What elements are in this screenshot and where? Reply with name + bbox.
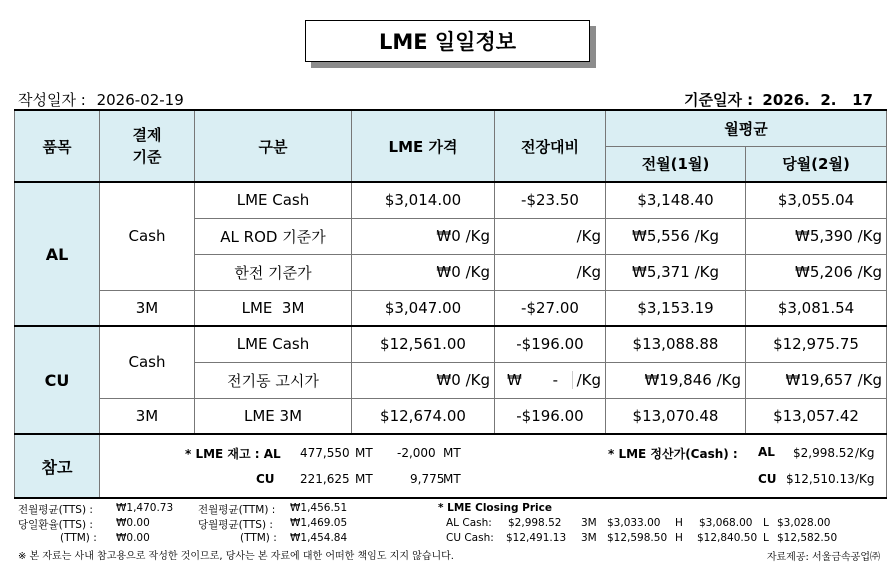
cu-cash-label: CU Cash:	[446, 532, 494, 544]
prev-unit: /Kg	[716, 371, 741, 389]
al-h-label: H	[675, 517, 683, 529]
prev-avg-cell	[606, 218, 746, 254]
price-cell: $12,674.00	[352, 398, 495, 434]
group-cu: CU	[15, 326, 100, 434]
footer-today-ttm-label: (TTM) :	[60, 532, 97, 544]
al-3m-value: $3,033.00	[607, 517, 661, 529]
base-label: 기준일자 :	[684, 91, 754, 109]
footer-cur-tts-label: 당월평균(TTS) :	[198, 519, 273, 531]
cur-unit: /Kg	[857, 227, 883, 245]
footer-prev-ttm-value: ₩1,456.51	[290, 502, 348, 514]
cu-stock-unit: MT	[355, 472, 373, 486]
prev-avg-cell	[606, 362, 746, 398]
cu-l-label: L	[763, 532, 769, 544]
cu-3m-label: 3M	[581, 532, 597, 544]
footer-prev-tts-value: ₩1,470.73	[116, 502, 174, 514]
price-won: ₩0	[436, 263, 461, 281]
al-l-label: L	[763, 517, 769, 529]
change-cell: -$196.00	[495, 326, 606, 362]
price-cell	[352, 362, 495, 398]
change-cell	[495, 218, 606, 254]
cu-stock-change: 9,775	[410, 472, 445, 486]
price-cell: $3,047.00	[352, 290, 495, 326]
created-label: 작성일자 :	[18, 91, 86, 109]
footer	[18, 502, 888, 582]
cu-l-value: $12,582.50	[777, 532, 838, 544]
prev-unit: /Kg	[694, 227, 719, 245]
base-date	[684, 89, 873, 110]
change-cell: -$196.00	[495, 398, 606, 434]
cu-stock-label: CU	[256, 472, 275, 486]
al-stock: 477,550	[300, 446, 350, 460]
cur-avg-cell: $3,081.54	[746, 290, 887, 326]
cur-unit: /Kg	[857, 371, 883, 389]
footer-cur-tts-value: ₩1,469.05	[290, 517, 348, 529]
prev-avg-cell: $13,070.48	[606, 398, 746, 434]
reference-cell	[100, 434, 887, 498]
table-row	[15, 182, 887, 218]
page-title: LME 일일정보	[305, 20, 590, 62]
lme-table	[14, 109, 887, 499]
change-cell: -$23.50	[495, 182, 606, 218]
cur-avg-cell: $13,057.42	[746, 398, 887, 434]
prev-avg-cell: $13,088.88	[606, 326, 746, 362]
cur-avg-cell: $3,055.04	[746, 182, 887, 218]
change-cell	[495, 254, 606, 290]
closing-title: * LME Closing Price	[438, 502, 552, 514]
prev-avg-cell: $3,153.19	[606, 290, 746, 326]
cur-won: ₩19,657	[785, 371, 853, 389]
settle-al-price: $2,998.52	[793, 446, 855, 460]
settle-cell: 3M	[100, 290, 195, 326]
footer-cur-ttm-value: ₩1,454.84	[290, 532, 348, 544]
al-3m-label: 3M	[581, 517, 597, 529]
footer-today-ttm-value: ₩0.00	[116, 532, 150, 544]
settle-cell: 3M	[100, 398, 195, 434]
cur-unit: /Kg	[857, 263, 883, 281]
group-al: AL	[15, 182, 100, 326]
price-cell	[352, 254, 495, 290]
al-h-value: $3,068.00	[699, 517, 753, 529]
price-unit: /Kg	[465, 263, 490, 281]
cu-cash-value: $12,491.13	[506, 532, 567, 544]
header-monthly-avg: 월평균	[606, 110, 887, 146]
cu-h-label: H	[675, 532, 683, 544]
base-value: 2026. 2. 17	[762, 91, 873, 109]
category-cell: LME Cash	[195, 182, 352, 218]
prev-won: ₩5,371	[632, 263, 690, 281]
al-l-value: $3,028.00	[777, 517, 831, 529]
settle-label: * LME 정산가(Cash) :	[608, 447, 738, 461]
al-cash-value: $2,998.52	[508, 517, 562, 529]
category-cell: 한전 기준가	[195, 254, 352, 290]
created-value: 2026-02-19	[96, 91, 184, 109]
header-change: 전장대비	[495, 110, 606, 182]
al-change-unit: MT	[443, 446, 461, 460]
header-this-month: 당월(2월)	[746, 146, 887, 182]
prev-avg-cell: $3,148.40	[606, 182, 746, 218]
footer-today-tts-label: 당일환율(TTS) :	[18, 519, 93, 531]
change-cell: -$27.00	[495, 290, 606, 326]
change-unit: /Kg	[576, 263, 601, 281]
table-row	[15, 398, 887, 434]
footer-today-tts-value: ₩0.00	[116, 517, 150, 529]
header-category: 구분	[195, 110, 352, 182]
al-cash-label: AL Cash:	[446, 517, 492, 529]
prev-unit: /Kg	[694, 263, 719, 281]
group-ref: 참고	[15, 434, 100, 498]
cu-stock: 221,625	[300, 472, 350, 486]
change-dash: -	[552, 371, 559, 389]
prev-avg-cell	[606, 254, 746, 290]
price-cell: $3,014.00	[352, 182, 495, 218]
source-credit: 자료제공: 서울금속공업㈜	[766, 552, 880, 563]
al-stock-unit: MT	[355, 446, 373, 460]
stock-label: * LME 재고 : AL	[185, 447, 281, 461]
header-settle: 결제 기준	[100, 110, 195, 182]
footer-prev-tts-label: 전월평균(TTS) :	[18, 504, 93, 516]
price-won: ₩0	[436, 371, 461, 389]
category-cell: LME 3M	[195, 290, 352, 326]
cu-change-unit: MT	[443, 472, 461, 486]
footer-cur-ttm-label: (TTM) :	[240, 532, 277, 544]
change-won: ₩	[507, 371, 522, 389]
disclaimer: ※ 본 자료는 사내 참고용으로 작성한 것이므로, 당사는 본 자료에 대한 어떠한 책임도 지지 않습니다.	[18, 551, 454, 562]
settle-cu-label: CU	[758, 472, 777, 486]
cur-avg-cell: $12,975.75	[746, 326, 887, 362]
created-date	[18, 89, 184, 110]
reference-row	[15, 434, 887, 498]
settle-cell: Cash	[100, 182, 195, 290]
change-unit: /Kg	[572, 371, 601, 389]
footer-prev-ttm-label: 전월평균(TTM) :	[198, 504, 276, 516]
cur-won: ₩5,206	[795, 263, 853, 281]
change-cell	[495, 362, 606, 398]
category-cell: LME 3M	[195, 398, 352, 434]
header-price: LME 가격	[352, 110, 495, 182]
cur-avg-cell	[746, 218, 887, 254]
category-cell: LME Cash	[195, 326, 352, 362]
table-row	[15, 290, 887, 326]
category-cell: 전기동 고시가	[195, 362, 352, 398]
cu-h-value: $12,840.50	[697, 532, 758, 544]
table-row	[15, 326, 887, 362]
settle-al-unit: /Kg	[855, 446, 875, 460]
settle-cell: Cash	[100, 326, 195, 398]
settle-cu-price: $12,510.13	[786, 472, 855, 486]
price-cell: $12,561.00	[352, 326, 495, 362]
settle-cu-unit: /Kg	[855, 472, 875, 486]
price-unit: /Kg	[465, 371, 490, 389]
cur-avg-cell	[746, 362, 887, 398]
cu-3m-value: $12,598.50	[607, 532, 668, 544]
header-item: 품목	[15, 110, 100, 182]
header-prev-month: 전월(1월)	[606, 146, 746, 182]
prev-won: ₩19,846	[644, 371, 712, 389]
cur-won: ₩5,390	[795, 227, 853, 245]
category-cell: AL ROD 기준가	[195, 218, 352, 254]
change-unit: /Kg	[576, 227, 601, 245]
price-won: ₩0	[436, 227, 461, 245]
settle-al-label: AL	[758, 445, 775, 459]
price-unit: /Kg	[465, 227, 490, 245]
prev-won: ₩5,556	[632, 227, 690, 245]
price-cell	[352, 218, 495, 254]
al-stock-change: -2,000	[397, 446, 436, 460]
cur-avg-cell	[746, 254, 887, 290]
